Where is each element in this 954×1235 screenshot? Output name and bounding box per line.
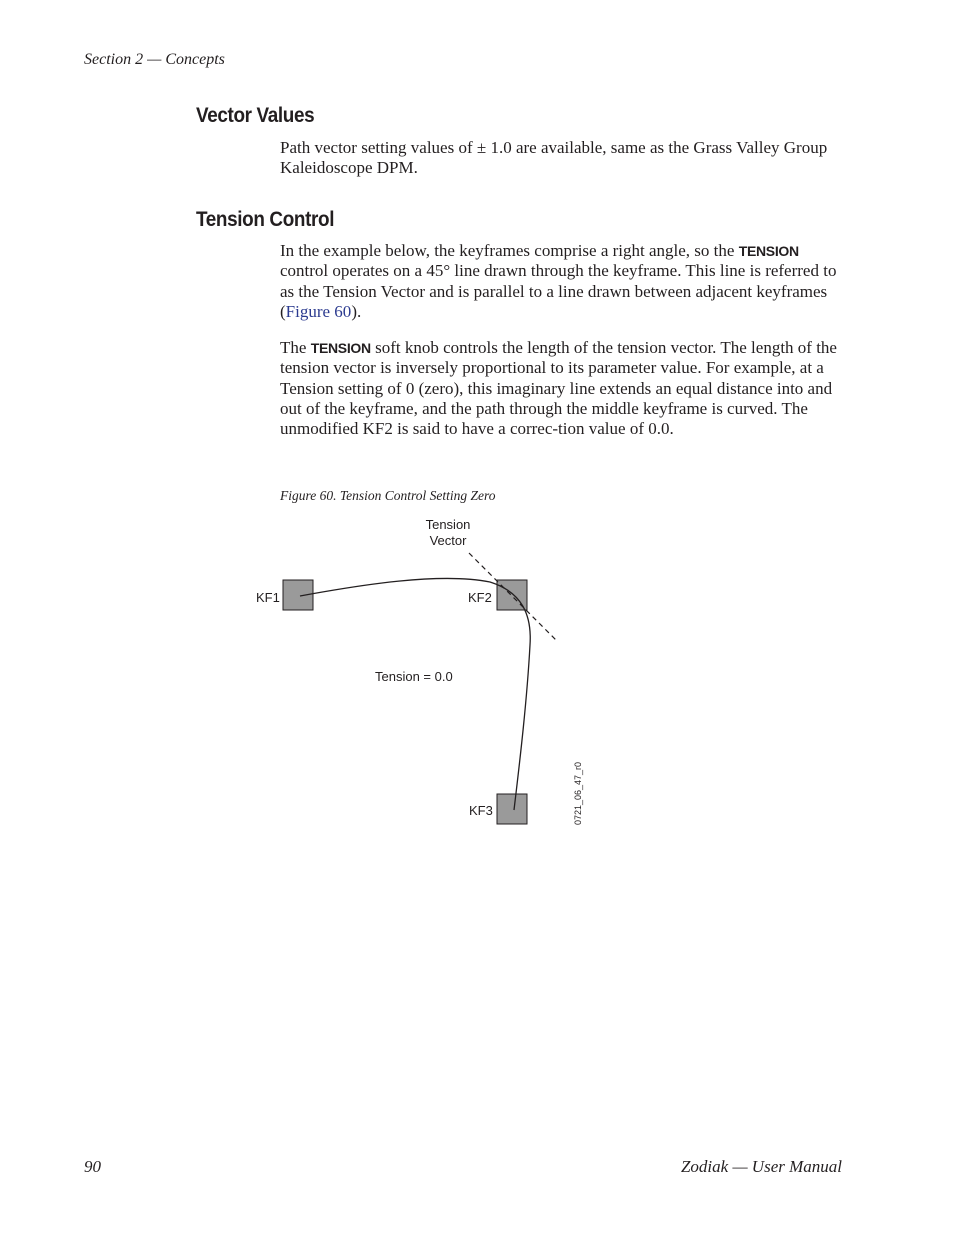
- heading-tension-control: Tension Control: [196, 208, 335, 231]
- figure-60-link[interactable]: Figure 60: [285, 301, 352, 321]
- tension-vector-label-line2: Vector: [429, 533, 467, 548]
- p1-text-middle: control operates on a 45° line drawn through the keyframe. This line is referred to as the Tension Vector and is parallel to a line drawn between adjacent keyframes (: [280, 261, 837, 321]
- tension-value-label: Tension = 0.0: [375, 669, 453, 684]
- p1-text-end: ).: [351, 301, 362, 321]
- tension-keyword: TENSION: [310, 340, 371, 356]
- figure-caption: Figure 60. Tension Control Setting Zero: [280, 488, 496, 503]
- kf1-label: KF1: [256, 590, 280, 605]
- p2-text-start: The: [280, 338, 311, 357]
- tension-vector-label-line1: Tension: [425, 517, 471, 532]
- running-header: Section 2 — Concepts: [84, 51, 225, 68]
- tension-keyword: TENSION: [738, 243, 799, 259]
- vector-values-paragraph: Path vector setting values of ± 1.0 are available, same as the Grass Valley Group Kaleidoscope DPM.: [280, 138, 828, 178]
- figure-id-label: 0721_06_47_r0: [573, 761, 583, 825]
- motion-path-curve: [300, 578, 530, 810]
- heading-vector-values: Vector Values: [196, 104, 315, 127]
- kf3-box: [497, 794, 527, 824]
- page-number: 90: [84, 1157, 101, 1176]
- p2-text-end: soft knob controls the length of the tension vector. The length of the tension vector is inversely proportional to its parameter value. For example, at a Tension setting of 0 (zero), this imaginary line extends an equal distance into and out of the keyframe, and the path through the middle keyframe is curved. The unmodified KF2 is said to have a correc-tion value of 0.0.: [280, 338, 837, 439]
- kf3-label: KF3: [469, 803, 493, 818]
- manual-title: Zodiak — User Manual: [680, 1157, 842, 1176]
- p1-text-start: In the example below, the keyframes comprise a right angle, so the: [280, 241, 739, 260]
- kf2-label: KF2: [468, 590, 492, 605]
